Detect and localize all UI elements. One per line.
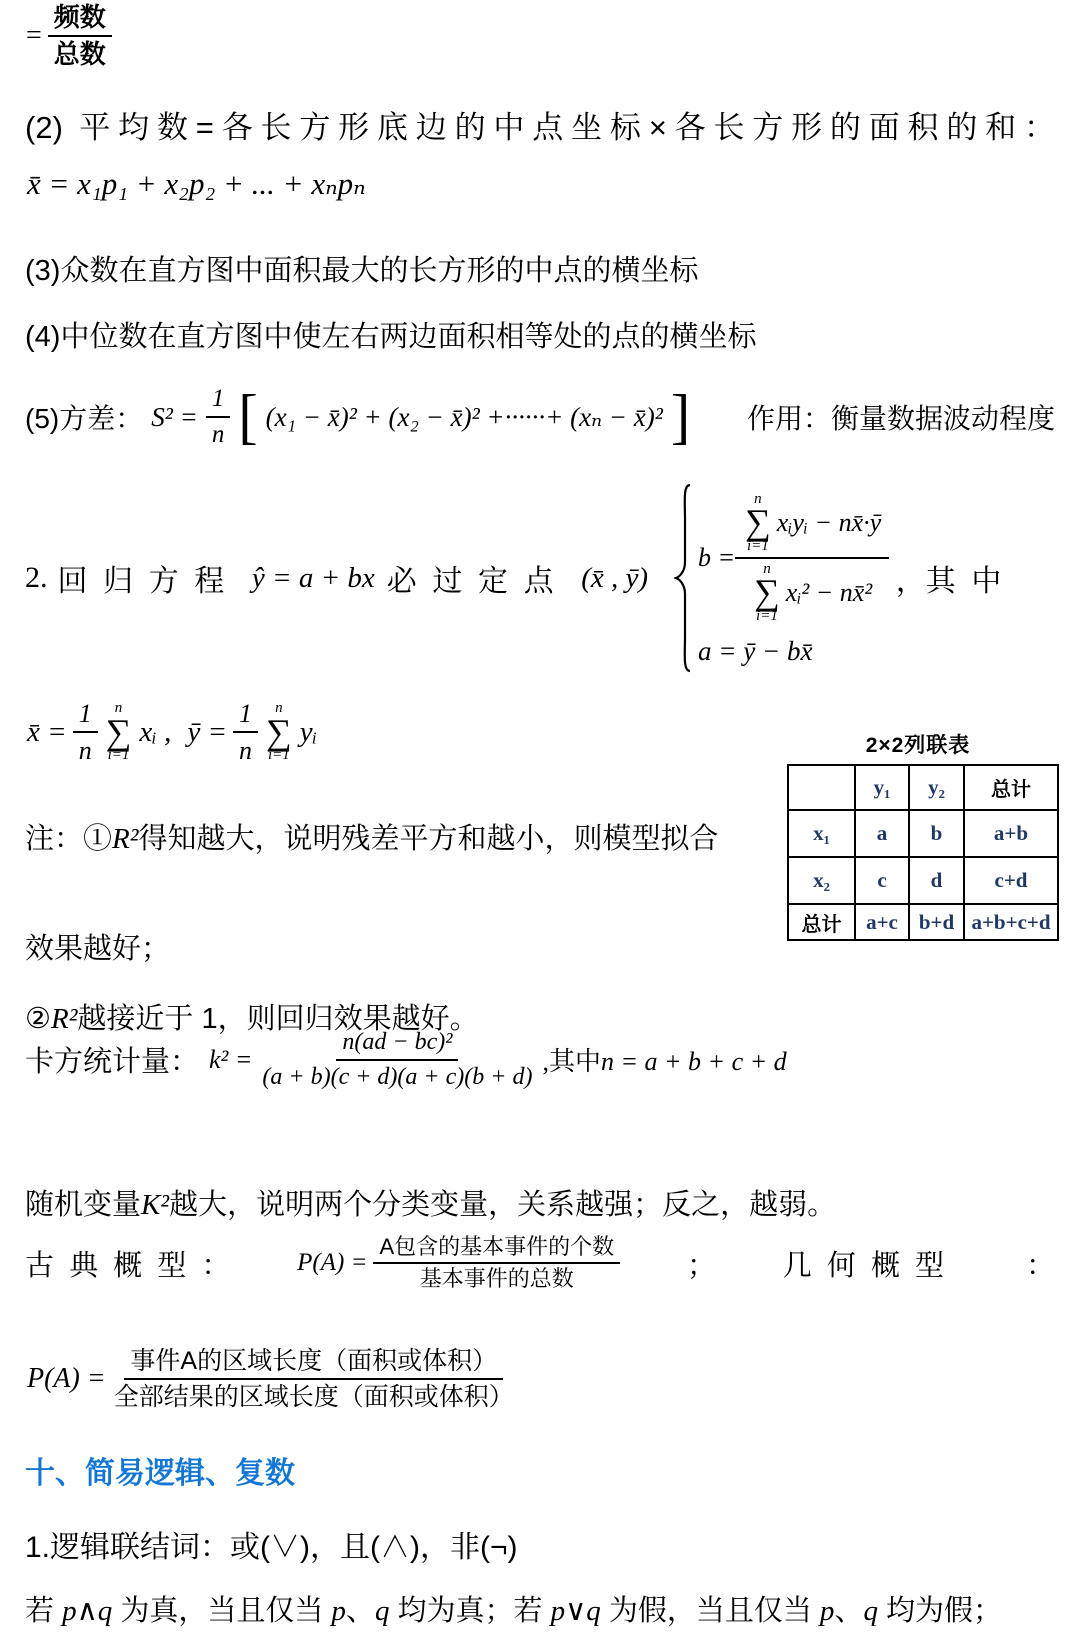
chi-square-formula — [25, 1028, 787, 1092]
fraction-denominator: 全部结果的区域长度（面积或体积） — [113, 1383, 514, 1411]
chi-square-label: 卡方统计量： — [25, 1046, 200, 1079]
colon: ： — [1025, 1249, 1055, 1282]
fraction-denominator: 基本事件的总数 — [419, 1266, 574, 1292]
brace-icon — [674, 482, 694, 674]
one-over-n-fraction — [233, 698, 258, 766]
variance-label: (5)方差： — [25, 403, 144, 434]
note-r-squared-1 — [25, 816, 718, 857]
note-r-squared-1-cont: 效果越好； — [25, 933, 171, 965]
text-run: q — [374, 1595, 390, 1627]
fraction-denominator: n — [239, 736, 253, 766]
fixed-point: (x̄ , ȳ) — [581, 561, 649, 594]
fraction-denominator: n — [211, 421, 225, 448]
text-run: R² — [112, 823, 139, 855]
variance-sum-body: (x₁ − x̄)² + (x₂ − x̄)² +······+ (xₙ − x̄)² — [265, 401, 663, 432]
denominator-terms: xᵢ² − nx̄² — [785, 577, 873, 607]
text-run: 若 — [25, 1595, 63, 1627]
table-row — [788, 904, 1058, 940]
b-fraction — [735, 489, 889, 626]
probability-fraction — [114, 1346, 514, 1412]
where-clause — [542, 1041, 786, 1078]
regression-label-1: 回归方程 — [57, 565, 240, 598]
classical-label — [25, 1243, 230, 1284]
text-run: n = a + b + c + d — [600, 1047, 787, 1077]
text-run: 随机变量 — [25, 1189, 142, 1221]
left-bracket: [ — [238, 382, 258, 451]
regression-text — [25, 556, 660, 600]
text-run: 均为假； — [877, 1595, 1002, 1627]
median-line: (4)中位数在直方图中使左右两边面积相等处的点的横坐标 — [25, 321, 757, 353]
b-lhs: b = — [698, 542, 736, 572]
where-label: 其中 — [925, 565, 1017, 598]
regression-label-2: 必过定点 — [386, 565, 570, 598]
geometric-label: 几何概型 — [782, 1249, 960, 1282]
table-title: 2×2列联表 — [865, 734, 971, 757]
one-over-n-fraction — [73, 698, 98, 766]
classical-label-text: 古典概型 — [25, 1249, 202, 1282]
sigma-symbol: ∑ — [745, 502, 771, 543]
table-cell: c — [855, 857, 909, 904]
text-run: K² — [141, 1189, 170, 1221]
text-run: 、 — [345, 1595, 375, 1627]
average-definition-line: (2) 平均数=各长方形底边的中点坐标×各长方形的面积的和： — [25, 110, 1055, 145]
fraction-numerator: 1 — [73, 698, 98, 733]
sum-upper-limit: n — [114, 700, 123, 717]
text-run: 为真，当且仅当 — [112, 1595, 332, 1627]
table-cell: d — [909, 857, 964, 904]
regression-line — [25, 480, 1017, 676]
sum-lower-limit: i=1 — [747, 538, 769, 554]
table-cell — [788, 765, 855, 810]
sum-lower-limit: i=1 — [267, 747, 290, 764]
item-index: 2. — [25, 561, 48, 594]
x-mean-group — [27, 698, 171, 766]
table-header-row — [788, 765, 1058, 810]
chi-square-lhs: k² = — [209, 1044, 253, 1074]
y-mean-group — [187, 698, 317, 766]
text-run: p — [819, 1595, 835, 1627]
table-row — [788, 810, 1058, 857]
sigma-symbol: ∑ — [266, 711, 292, 752]
table-cell: 总计 — [964, 765, 1058, 810]
a-equation: a = ȳ − bx̄ — [698, 636, 813, 667]
probability-lhs: P(A) = — [27, 1363, 106, 1394]
table-cell: a+c — [855, 904, 909, 940]
where-clause — [896, 556, 1017, 600]
variance-line — [25, 384, 1055, 450]
sum-upper-limit: n — [275, 700, 283, 717]
table-cell: y₂ — [909, 765, 964, 810]
summation — [106, 700, 132, 764]
text-run: p — [331, 1595, 346, 1627]
right-bracket: ] — [670, 382, 691, 451]
sample-means-formula — [27, 698, 317, 766]
fraction-numerator: 事件A的区域长度（面积或体积） — [124, 1346, 503, 1380]
classical-formula — [297, 1234, 620, 1293]
logic-connectives-line: 1.逻辑联结词：或(∨)，且(∧)，非(¬) — [25, 1531, 518, 1564]
variance-lhs: S² = — [151, 401, 198, 432]
classical-probability-line — [25, 1234, 1055, 1293]
fraction-denominator: (a + b)(c + d)(a + c)(b + d) — [262, 1063, 533, 1090]
equation-system — [698, 489, 889, 667]
fraction-denominator: n — [78, 736, 92, 766]
sigma-symbol: ∑ — [754, 572, 780, 612]
probability-fraction — [373, 1234, 620, 1293]
table-cell: x₁ — [788, 810, 855, 857]
text-run: p∨q — [550, 1595, 601, 1627]
text-run: 越大，说明两个分类变量，关系越强；反之，越弱。 — [169, 1189, 837, 1221]
sum-lower-limit: i=1 — [107, 747, 130, 764]
semicolon: ； — [686, 1249, 716, 1282]
fraction-numerator: A包含的基本事件的个数 — [373, 1234, 620, 1264]
fraction — [48, 2, 112, 70]
text-run: 注：① — [25, 823, 113, 855]
mode-line: (3)众数在直方图中面积最大的长方形的中点的横坐标 — [25, 255, 699, 287]
x-mean-lhs: x̄ = — [27, 715, 67, 748]
k-squared-note — [25, 1182, 836, 1223]
probability-lhs: P(A) = — [297, 1249, 368, 1277]
text-run: p∧q — [62, 1595, 113, 1627]
sum-lower-limit: i=1 — [756, 607, 778, 624]
table-cell: c+d — [964, 857, 1058, 904]
table-cell: 总计 — [788, 904, 855, 940]
variance-purpose: 作用：衡量数据波动程度 — [746, 403, 1055, 434]
fraction-numerator: 频数 — [48, 2, 112, 37]
y-term: yᵢ — [299, 715, 318, 748]
logic-truth-line — [25, 1588, 1002, 1629]
fraction-numerator: 1 — [233, 698, 258, 733]
table-cell: x₂ — [788, 857, 855, 904]
sum-upper-limit: n — [763, 560, 771, 577]
summation — [754, 561, 780, 625]
table-row — [788, 857, 1058, 904]
text-run: 为假，当且仅当 — [600, 1595, 820, 1627]
text-run: 其中 — [548, 1046, 601, 1077]
table-cell: a — [855, 810, 909, 857]
chi-square-fraction — [262, 1028, 532, 1092]
fraction-denominator — [744, 559, 880, 627]
table-cell: y₁ — [855, 765, 909, 810]
text-run: 均为真；若 — [389, 1595, 551, 1627]
table-cell: b+d — [909, 904, 964, 940]
table-cell: b — [909, 810, 964, 857]
numerator-terms: xᵢyᵢ − nx̄·ȳ — [776, 508, 882, 538]
contingency-table-block — [787, 729, 1049, 941]
b-equation — [698, 489, 889, 626]
text-run: 、 — [834, 1595, 864, 1627]
contingency-table — [787, 764, 1059, 941]
geometric-probability-formula — [27, 1346, 514, 1412]
y-mean-lhs: ȳ = — [187, 715, 228, 748]
frequency-fraction — [26, 2, 112, 70]
mean-formula: x̄ = x₁p₁ + x₂p₂ + ... + xₙpₙ — [27, 166, 366, 201]
regression-equation: ŷ = a + bx — [251, 561, 375, 594]
text-run: 得知越大，说明残差平方和越小，则模型拟合 — [138, 823, 719, 855]
table-cell: a+b — [964, 810, 1058, 857]
text-run: ② — [25, 1003, 51, 1035]
comma: ， — [895, 565, 926, 598]
text-run: q — [863, 1595, 878, 1627]
fraction-denominator: 总数 — [53, 39, 106, 70]
text-run: 越接近于 1，则回归效果越好。 — [77, 1003, 479, 1035]
one-over-n-fraction — [206, 384, 231, 450]
text-run: R² — [51, 1003, 78, 1035]
section-heading: 十、简易逻辑、复数 — [25, 1457, 295, 1490]
sigma-symbol: ∑ — [105, 711, 132, 752]
fraction-numerator: n(ad − bc)² — [336, 1028, 458, 1061]
colon: ： — [201, 1249, 231, 1282]
summation — [745, 491, 771, 555]
table-cell: a+b+c+d — [964, 904, 1058, 940]
summation — [266, 700, 292, 764]
equals-sign: = — [26, 20, 42, 52]
text-run: , — [542, 1047, 549, 1077]
fraction-numerator — [735, 489, 889, 559]
fraction-numerator: 1 — [206, 384, 231, 418]
sum-upper-limit: n — [754, 490, 762, 507]
x-term: xᵢ , — [139, 715, 172, 748]
